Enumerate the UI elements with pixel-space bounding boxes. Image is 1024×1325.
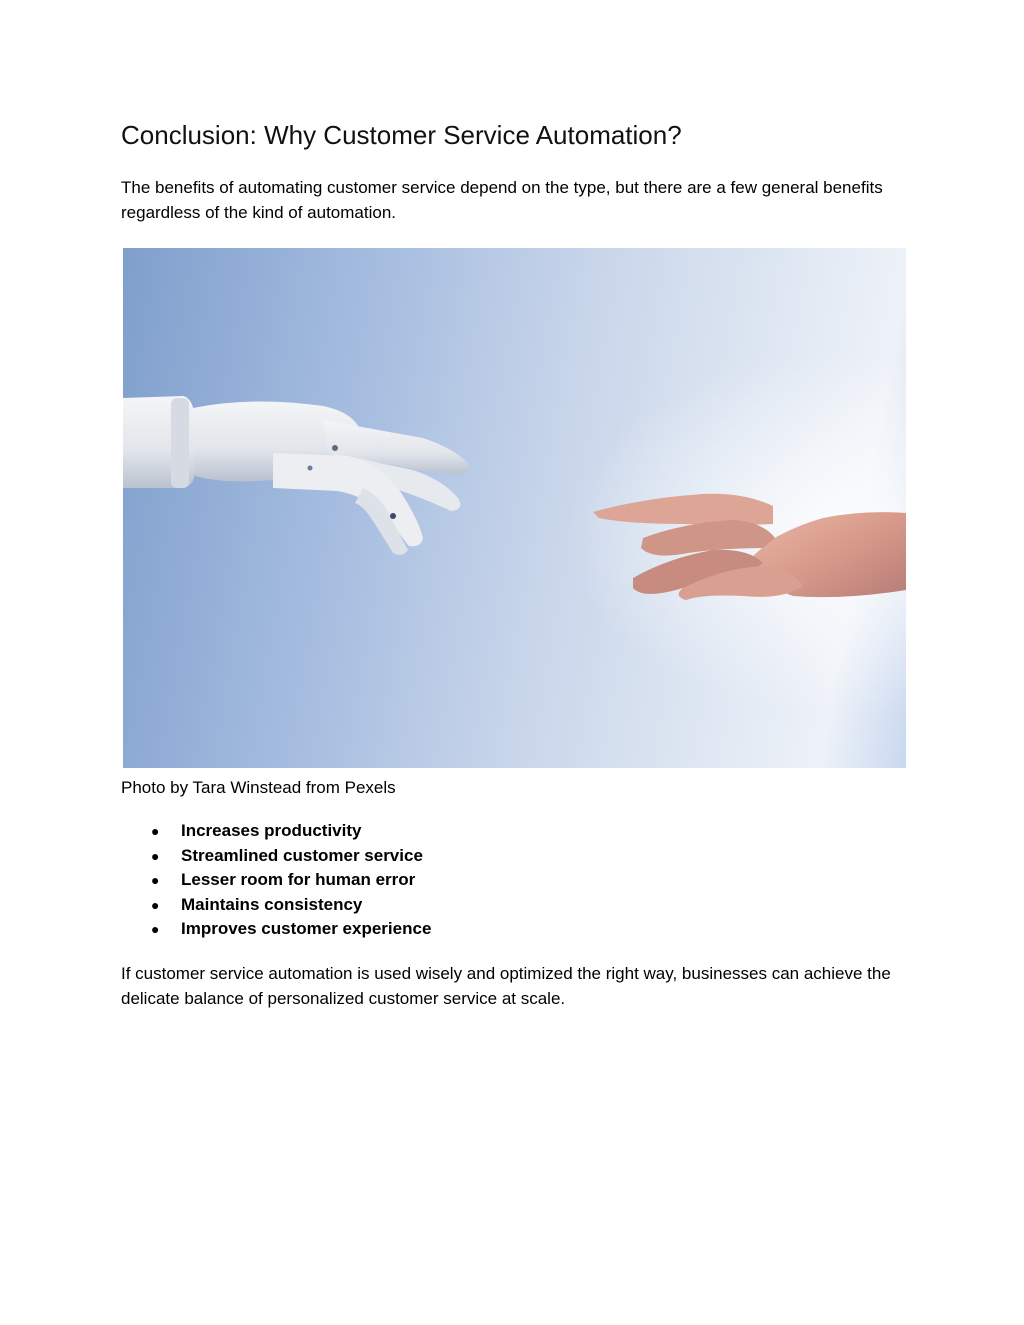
list-item <box>121 917 431 942</box>
intro-paragraph: The benefits of automating customer service depend on the type, but there are a few general benefits regardless of the kind of automation. <box>121 178 883 222</box>
list-item <box>121 868 431 893</box>
bullet-icon: ● <box>151 921 160 937</box>
list-item <box>121 893 431 918</box>
conclusion-paragraph: If customer service automation is used wisely and optimized the right way, businesses can achieve the delicate balance of personalized customer service at scale. <box>121 964 891 1008</box>
bullet-icon: ● <box>151 896 160 913</box>
benefit-text: Streamlined customer service <box>181 845 423 865</box>
list-item <box>121 844 431 869</box>
benefit-text: Lesser room for human error <box>181 870 416 889</box>
benefit-text: Increases productivity <box>181 821 362 840</box>
bullet-icon: ● <box>151 823 160 839</box>
page-title: Conclusion: Why Customer Service Automation? <box>121 120 682 150</box>
benefit-text: Maintains consistency <box>181 894 363 914</box>
benefits-list <box>121 819 431 942</box>
robot-human-hands-photo <box>123 248 906 768</box>
list-item <box>121 819 431 844</box>
bullet-icon: ● <box>151 847 160 864</box>
bullet-icon: ● <box>151 872 160 888</box>
benefit-text: Improves customer experience <box>181 919 432 938</box>
photo-caption: Photo by Tara Winstead from Pexels <box>121 778 396 797</box>
